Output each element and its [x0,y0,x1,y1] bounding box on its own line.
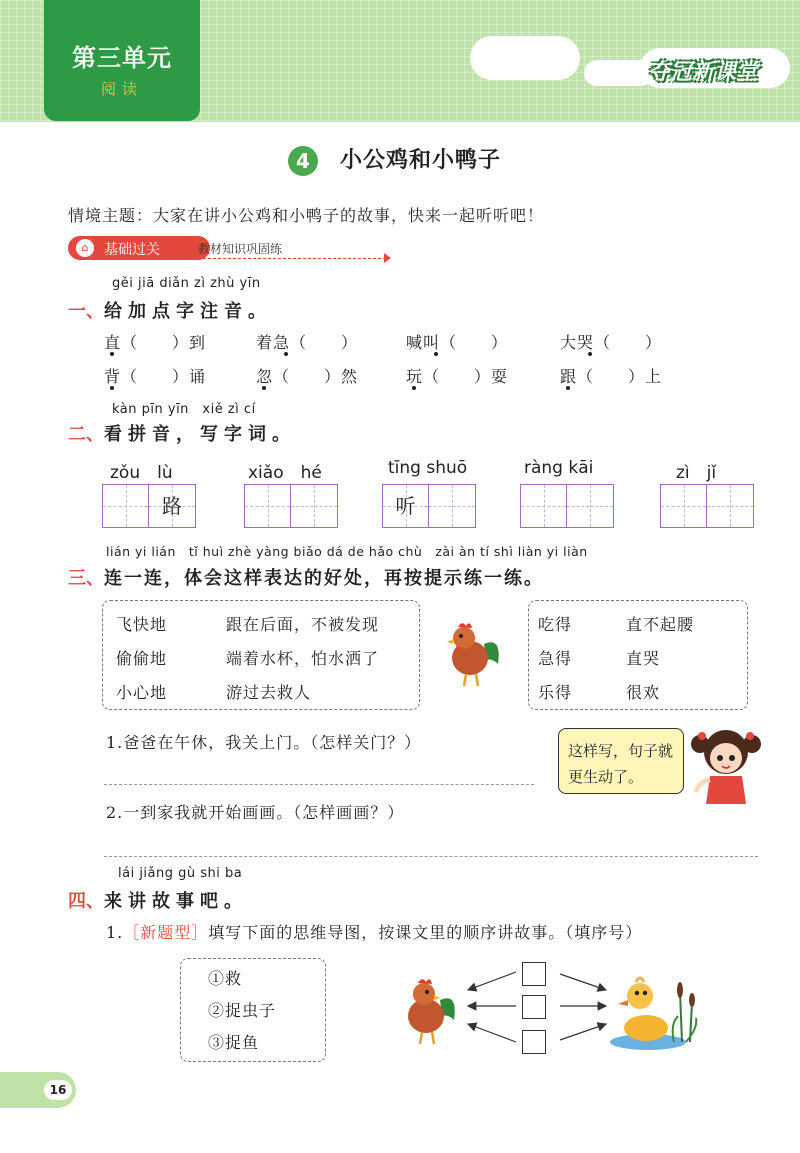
exercise-prompt: 2.一到家我就开始画画。（怎样画画？） [106,803,405,822]
answer-box[interactable] [522,1030,546,1054]
word-pinyin: xiǎo hé [248,463,322,483]
word-pinyin: tīng shuō [388,458,468,478]
word-pinyin: ràng kāi [524,458,594,478]
q2-heading [68,420,296,446]
writing-grid[interactable] [520,484,614,528]
q2-number: 二、 [68,424,104,445]
match-item[interactable]: 乐得 [538,683,573,702]
pinyin-item[interactable]: 跟（ ）上 [560,367,663,386]
writing-grid[interactable] [660,484,754,528]
girl-illustration [688,726,764,806]
unit-title: 第三单元 [72,44,172,72]
q2-pinyin: kàn pīn yīn xiě zì cí [112,402,256,417]
pinyin-item[interactable]: 直（ ）到 [104,333,207,352]
pinyin-item[interactable]: 玩（ ）耍 [406,367,509,386]
option-item: ③捉鱼 [208,1033,260,1052]
q4-number: 四、 [68,891,104,912]
pinyin-item[interactable]: 着急（ ） [256,333,359,352]
section-badge-sub: 教材知识巩固练 [198,242,283,256]
answer-line[interactable] [104,856,758,857]
match-item[interactable]: 偷偷地 [116,649,168,668]
speech-text: 这样写，句子就更生动了。 [568,742,674,786]
emphasis-dot [566,386,570,390]
exercise-number: 1. [106,923,124,942]
q3-title: 连一连，体会这样表达的好处，再按提示练一练。 [104,568,544,589]
match-item[interactable]: 端着水杯，怕水洒了 [226,649,380,668]
brand-logo: 夺冠新课堂 [648,60,759,85]
match-item[interactable]: 直不起腰 [626,615,695,634]
grid-char [429,485,475,527]
grid-char [245,485,290,527]
grid-char [707,485,753,527]
answer-box[interactable] [522,995,546,1019]
q3-heading [68,564,544,590]
answer-box[interactable] [522,962,546,986]
word-pinyin: zǒu lù [110,463,173,483]
writing-grid[interactable] [244,484,338,528]
q4-exercise-1 [106,920,642,943]
pinyin-item[interactable]: 大哭（ ） [560,333,663,352]
emphasis-dot [412,386,416,390]
q4-heading [68,887,248,913]
answer-line[interactable] [104,784,534,785]
pinyin-item[interactable]: 喊叫（ ） [406,333,509,352]
unit-subtitle: 阅读 [100,80,143,98]
grid-char [521,485,566,527]
match-item[interactable]: 很欢 [626,683,661,702]
emphasis-dot [262,386,266,390]
match-item[interactable]: 直哭 [626,649,661,668]
q1-pinyin: gěi jiā diǎn zì zhù yīn [112,276,261,291]
grid-char [567,485,613,527]
q4-pinyin: lái jiǎng gù shi ba [118,866,243,881]
theme-text: 情境主题：大家在讲小公鸡和小鸭子的故事，快来一起听听吧！ [68,206,545,225]
lesson-number: 4 [288,146,318,176]
cloud-decoration [470,36,580,80]
divider [198,258,386,259]
exercise-text: 填写下面的思维导图，按课文里的顺序讲故事。（填序号） [208,923,643,942]
match-item[interactable]: 飞快地 [116,615,168,634]
emphasis-dot [434,352,438,356]
option-item: ①救 [208,969,243,988]
match-item[interactable]: 游过去救人 [226,683,312,702]
lesson-title: 小公鸡和小鸭子 [340,148,502,173]
q1-title: 给加点字注音。 [104,301,272,322]
arrow-icon [384,253,391,263]
emphasis-dot [588,352,592,356]
q3-number: 三、 [68,568,104,589]
grid-char [661,485,706,527]
page-number: 16 [44,1080,72,1100]
word-pinyin: zì jǐ [676,463,717,483]
section-badge-label: 基础过关 [104,242,160,258]
duck-illustration [608,972,704,1052]
match-item[interactable]: 小心地 [116,683,168,702]
rooster-illustration [440,618,504,690]
rooster-illustration [396,974,460,1046]
writing-grid[interactable] [102,484,196,528]
q1-heading [68,297,272,323]
emphasis-dot [110,386,114,390]
q2-title: 看拼音，写字词。 [104,424,296,445]
grid-char: 路 [162,494,182,518]
pinyin-item[interactable]: 忽（ ）然 [256,367,359,386]
grid-char [103,485,148,527]
pinyin-item[interactable]: 背（ ）诵 [104,367,207,386]
emphasis-dot [284,352,288,356]
new-question-tag: ［新题型］ [123,923,209,942]
match-item[interactable]: 跟在后面，不被发现 [226,615,380,634]
exercise-prompt: 1.爸爸在午休，我关上门。（怎样关门？） [106,733,422,752]
q3-pinyin: lián yi lián tǐ huì zhè yàng biǎo dá de hǎo chù zài àn tí shì liàn yi liàn [106,544,588,559]
option-item: ②捉虫子 [208,1001,277,1020]
q1-number: 一、 [68,301,104,322]
emphasis-dot [110,352,114,356]
house-icon: ⌂ [76,239,94,257]
writing-grid[interactable] [382,484,476,528]
grid-char [291,485,337,527]
grid-char: 听 [395,494,416,518]
q4-title: 来讲故事吧。 [104,891,248,912]
match-item[interactable]: 急得 [538,649,573,668]
match-item[interactable]: 吃得 [538,615,573,634]
